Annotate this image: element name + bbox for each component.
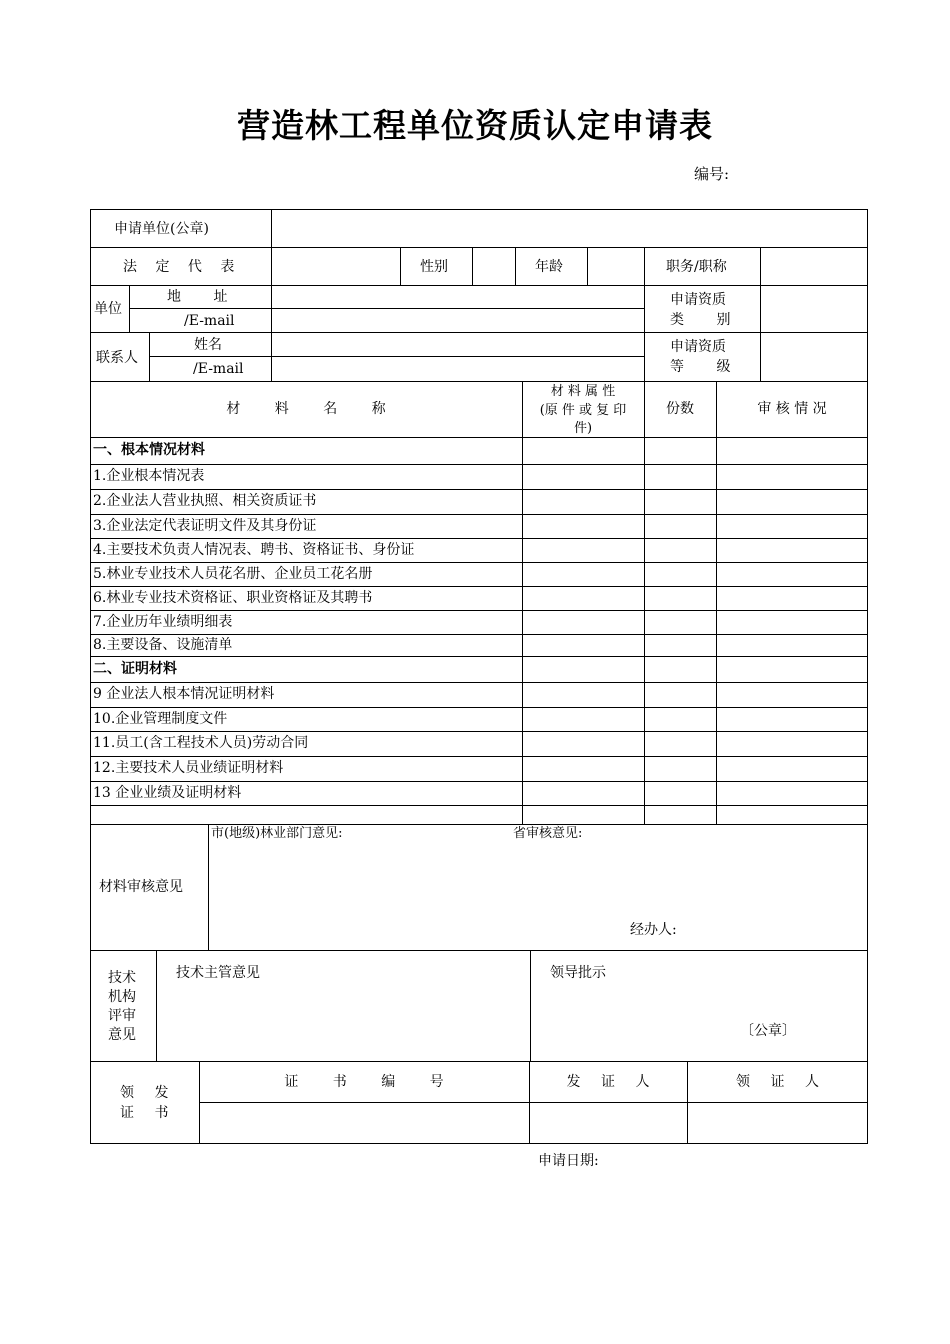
qualification-category-label-2: 类 别 xyxy=(670,312,731,328)
application-date-label: 申请日期: xyxy=(538,1153,599,1169)
contact-email-label: /E-mail xyxy=(193,361,244,377)
material-row: 10.企业管理制度文件 xyxy=(93,711,228,727)
contact-person-label: 联系人 xyxy=(96,350,138,366)
material-row: 9 企业法人根本情况证明材料 xyxy=(93,686,275,702)
position-title-label: 职务/职称 xyxy=(666,259,727,275)
address-label: 地 址 xyxy=(167,289,228,305)
city-forestry-opinion-label: 市(地级)林业部门意见: xyxy=(211,826,343,841)
material-row: 1.企业根本情况表 xyxy=(93,468,205,484)
receiver-header: 领 证 人 xyxy=(736,1074,819,1090)
legal-representative-label: 法 定 代 表 xyxy=(123,259,235,275)
material-section-heading: 一、根本情况材料 xyxy=(93,442,205,458)
leader-approval-label: 领导批示 xyxy=(550,965,606,981)
material-attribute-header-3: 件) xyxy=(573,421,593,436)
tech-review-label-4: 意见 xyxy=(108,1027,136,1043)
material-section-heading: 二、证明材料 xyxy=(93,661,177,677)
qualification-level-label: 申请资质 xyxy=(670,339,726,355)
material-row: 7.企业历年业绩明细表 xyxy=(93,614,233,630)
material-row: 4.主要技术负责人情况表、聘书、资格证书、身份证 xyxy=(93,542,415,558)
material-attribute-header-2: (原 件 或 复 印 xyxy=(539,403,627,418)
material-row: 6.林业专业技术资格证、职业资格证及其聘书 xyxy=(93,590,373,606)
handler-label: 经办人: xyxy=(630,922,677,938)
form-title: 营造林工程单位资质认定申请表 xyxy=(237,106,713,145)
material-row: 3.企业法定代表证明文件及其身份证 xyxy=(93,518,317,534)
certificate-issue-label: 领 发 xyxy=(120,1085,169,1101)
material-row: 2.企业法人营业执照、相关资质证书 xyxy=(93,493,317,509)
material-attribute-header: 材 料 属 性 xyxy=(550,384,616,399)
certificate-issue-label-2: 证 书 xyxy=(120,1105,169,1121)
tech-supervisor-opinion-label: 技术主管意见 xyxy=(176,965,260,981)
material-row: 11.员工(含工程技术人员)劳动合同 xyxy=(93,735,309,751)
material-name-header: 材 料 名 称 xyxy=(226,401,386,417)
age-label: 年龄 xyxy=(535,259,563,275)
tech-review-label-2: 机构 xyxy=(108,989,136,1005)
contact-name-label: 姓名 xyxy=(194,337,222,353)
qualification-category-label: 申请资质 xyxy=(670,292,726,308)
serial-number-label: 编号: xyxy=(694,165,730,183)
material-row: 8.主要设备、设施清单 xyxy=(93,637,233,653)
province-review-label: 省审核意见: xyxy=(513,826,583,841)
copies-header: 份数 xyxy=(666,401,694,417)
tech-review-label-3: 评审 xyxy=(108,1008,136,1024)
material-row: 5.林业专业技术人员花名册、企业员工花名册 xyxy=(93,566,373,582)
gender-label: 性别 xyxy=(420,259,448,275)
unit-side-label: 单位 xyxy=(94,301,122,317)
qualification-level-label-2: 等 级 xyxy=(670,359,731,375)
material-review-label: 材料审核意见 xyxy=(99,879,183,895)
material-row: 12.主要技术人员业绩证明材料 xyxy=(93,760,284,776)
certificate-number-header: 证 书 编 号 xyxy=(284,1074,444,1090)
official-seal-label: 〔公章〕 xyxy=(740,1023,796,1039)
applicant-unit-label: 申请单位(公章) xyxy=(114,221,209,237)
issuer-header: 发 证 人 xyxy=(566,1074,650,1090)
unit-email-label: /E-mail xyxy=(184,313,235,329)
material-row: 13 企业业绩及证明材料 xyxy=(93,785,242,801)
tech-review-label: 技术 xyxy=(108,970,136,986)
review-status-header: 审 核 情 况 xyxy=(757,401,827,417)
